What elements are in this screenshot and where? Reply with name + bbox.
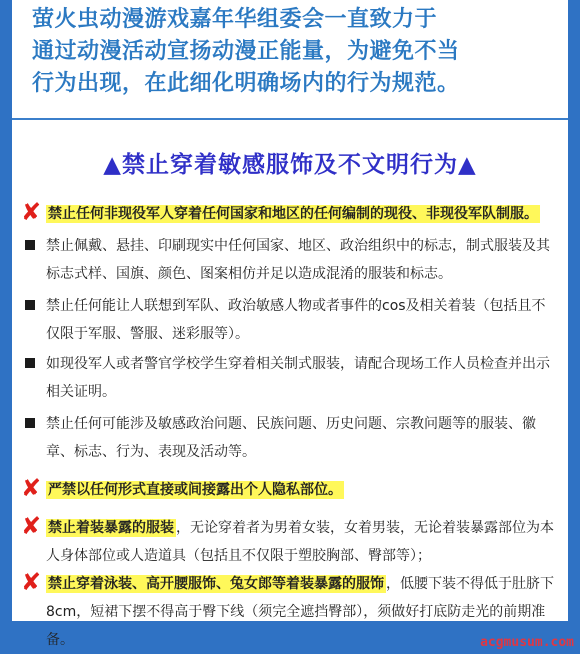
square-bullet-icon <box>25 300 35 310</box>
highlight-text: 禁止着装暴露的服装 <box>48 520 174 536</box>
square-bullet-icon <box>25 358 35 368</box>
intro-line-1: 萤火虫动漫游戏嘉年华组委会一直致力于 <box>32 7 438 32</box>
highlight-text: 禁止穿着泳装、高开腰服饰、兔女郎等着装暴露的服饰 <box>48 576 384 592</box>
cross-icon: ✘ <box>20 474 42 502</box>
watermark: acgmusum.com <box>480 635 574 650</box>
square-bullet-icon <box>25 418 35 428</box>
intro-paragraph <box>32 4 552 100</box>
item-text: ，低腰下装不得低于肚脐下8cm，短裙下摆不得高于臀下线（须完全遮挡臀部），须做好打底防走光的前期准备。 <box>46 576 554 648</box>
item-text: ，无论穿着者为男着女装，女着男装，无论着装暴露部位为本人身体部位或人造道具（包括且不仅限于塑胶胸部、臀部等）； <box>46 520 554 564</box>
item-text: 禁止任何能让人联想到军队、政治敏感人物或者事件的cos及相关着装（包括且不仅限于军服、警服、迷彩服等）。 <box>46 298 546 342</box>
section-title: ▲禁止穿着敏感服饰及不文明行为▲ <box>103 152 477 178</box>
intro-line-2: 通过动漫活动宣扬动漫正能量，为避免不当 <box>32 39 460 64</box>
intro-line-3: 行为出现，在此细化明确场内的行为规范。 <box>32 71 460 96</box>
cross-icon: ✘ <box>20 568 42 596</box>
item-text: 禁止佩戴、悬挂、印刷现实中任何国家、地区、政治组织中的标志，制式服装及其标志式样、国旗、颜色、图案相仿并足以造成混淆的服装和标志。 <box>46 238 550 282</box>
square-bullet-icon <box>25 240 35 250</box>
item-text: 禁止任何可能涉及敏感政治问题、民族问题、历史问题、宗教问题等的服装、徽章、标志、行为、表现及活动等。 <box>46 416 536 460</box>
highlight-text: 严禁以任何形式直接或间接露出个人隐私部位。 <box>48 482 342 498</box>
cross-icon: ✘ <box>20 198 42 226</box>
highlight-text: 禁止任何非现役军人穿着任何国家和地区的任何编制的现役、非现役军队制服。 <box>48 206 538 222</box>
cross-icon: ✘ <box>20 512 42 540</box>
section-divider <box>12 118 568 120</box>
item-text: 如现役军人或者警官学校学生穿着相关制式服装，请配合现场工作人员检查并出示相关证明。 <box>46 356 550 400</box>
